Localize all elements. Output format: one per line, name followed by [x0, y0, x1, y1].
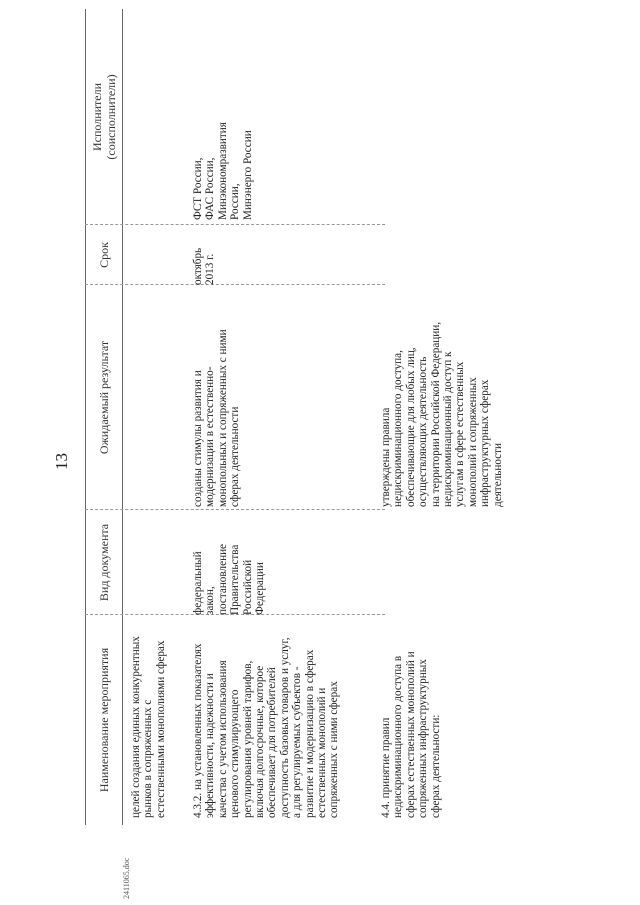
table-top-border [85, 9, 86, 825]
header-bottom-border [122, 9, 123, 825]
row-1-doc-type: федеральный закон, постановление Правительства Российской Федерации [192, 543, 267, 615]
header-deadline: Срок [97, 242, 111, 268]
footer-file-code: 2411065.doc [122, 857, 131, 899]
header-activity: Наименование мероприятия [97, 647, 111, 793]
continuation-text: целей создания единых конкурентных рынков в сопряженных с естественными монополиями сферах [130, 636, 167, 818]
header-result: Ожидаемый результат [97, 340, 111, 455]
row-1-activity: 4.3.2. на установленных показателях эффективности, надежности и качества с учетом использования ценового стимулирующего регулирования уровней тарифов, включая долгосрочные, которое обеспечивает для потребителей доступность базовых товаров и услуг, а для регулируемых субъектов - развитие и модернизацию в сферах естественных монополий и сопряженных с ними сферах [192, 637, 341, 818]
col-divider-2 [85, 509, 385, 510]
header-executors: Исполнители (соисполнители) [90, 74, 118, 160]
row-1-executors: ФСТ России, ФАС России, Минэкономразвития России, Минэнерго России [192, 122, 254, 220]
header-doc-type: Вид документа [97, 523, 111, 602]
row-2-activity: 4.4. принятие правил недискриминационного доступа в сферах естественных монополий и сопряженных инфраструктурных сферах деятельности: [380, 651, 442, 818]
page-number: 13 [52, 453, 71, 470]
row-1-deadline: октябрь 2013 г. [192, 247, 217, 285]
row-2-result: утверждены правила недискриминационного доступа, обеспечивающие для любых лиц, осуществляющих деятельность на территории Российской Федерации, недискриминационный доступ к услугам в сфере естественных монополий и сопряженных инфраструктурных сферах деятельности [380, 321, 504, 507]
row-1-result: созданы стимулы развития и модернизации в естественно- монопольных и сопряженных с ними сферах деятельности [192, 329, 242, 507]
col-divider-4 [85, 224, 385, 225]
col-divider-3 [85, 284, 385, 285]
